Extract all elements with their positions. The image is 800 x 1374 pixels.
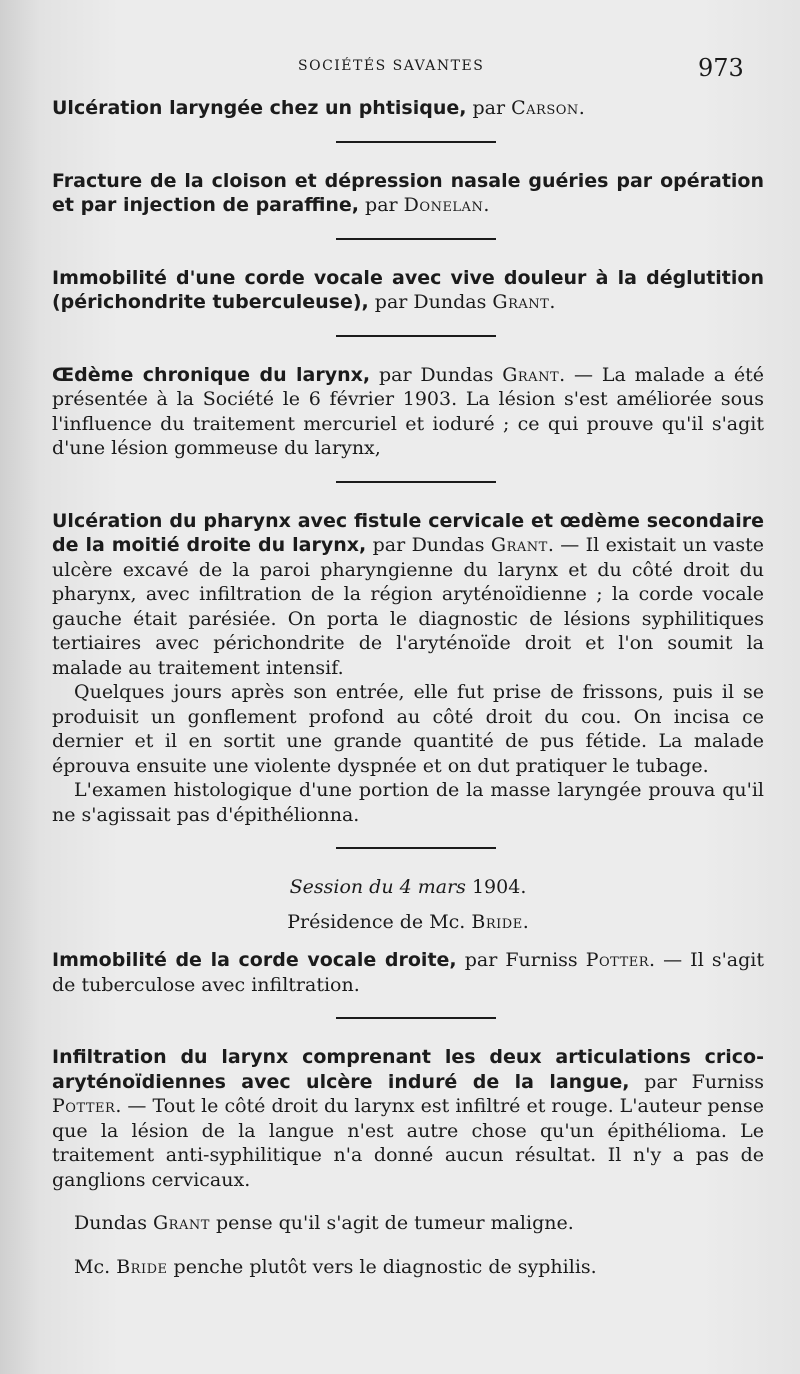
entry-text: . — La malade a été présentée à la Société le 6 février 1903. La lésion s'est améliorée sous l'influence du traitement mercuriel et ioduré ; ce qui prouve qu'il s'agit d'une lésion gommeuse du larynx,: [52, 363, 764, 459]
entry-text: .: [549, 291, 556, 313]
entry-author: Donelan: [403, 194, 484, 216]
closing-name: Grant: [153, 1212, 210, 1234]
closing-name-prefix: Dundas: [74, 1212, 153, 1234]
page-header: [0, 50, 800, 90]
presidency-line: [52, 910, 764, 935]
running-title: SOCIÉTÉS SAVANTES: [298, 58, 485, 74]
closing-line: [52, 1211, 764, 1236]
entry-by: par Furniss: [456, 949, 586, 971]
page-number: 973: [698, 54, 744, 82]
presidency-prefix: Présidence de Mc.: [287, 910, 472, 933]
paragraph: Quelques jours après son entrée, elle fut prise de frissons, puis il se produisit un gonflement profond au côté droit du cou. On incisa ce dernier et il en sortit une grande quantité de pus fétide. La malade éprouva ensuite une violente dyspnée et on dut pratiquer le tubage.: [52, 681, 764, 777]
closing-name-prefix: Mc.: [74, 1255, 117, 1278]
entry-donelan: [52, 169, 764, 218]
entry-author: Potter: [585, 949, 650, 971]
entry-by: par: [359, 194, 404, 216]
closing-name: Bride: [116, 1255, 168, 1278]
session-label: Session du 4 mars: [289, 876, 466, 898]
entry-corde-droite: [52, 948, 764, 997]
presidency-after: .: [522, 910, 529, 933]
entry-author: Carson: [511, 97, 579, 119]
entry-title: Infiltration du larynx comprenant les deux articulations crico-aryténoïdiennes avec ulcère induré de la langue,: [52, 1046, 764, 1093]
entry-text: .: [483, 194, 490, 216]
section-divider: [336, 1017, 496, 1019]
entry-by: par Dundas: [366, 534, 491, 556]
entry-by: par Dundas: [368, 291, 493, 313]
session-year: 1904.: [471, 876, 527, 898]
closing-text: pense qu'il s'agit de tumeur maligne.: [209, 1212, 574, 1234]
entry-text: . — Tout le côté droit du larynx est infiltré et rouge. L'auteur pense que la lésion de la langue n'est autre chose qu'un épithélioma. Le traitement anti-syphilitique n'a donné aucun résultat. Il n'y a pas de ganglions cervicaux.: [52, 1095, 764, 1191]
entry-immobilite-corde: [52, 266, 764, 315]
paragraph: L'examen histologique d'une portion de la masse laryngée prouva qu'il ne s'agissait pas d'épithélionna.: [52, 779, 764, 826]
entry-text: .: [578, 97, 585, 119]
closing-remarks: [52, 1211, 764, 1279]
entry-ulceration-pharynx: [52, 509, 764, 828]
section-divider: [336, 238, 496, 240]
entry-text: . — Il existait un vaste ulcère excavé de la paroi pharyngienne du larynx et du côté droit du pharynx, avec infiltration de la région aryténoïdienne ; la corde vocale gauche était parésiée. On porta le diagnostic de lésions syphilitiques tertiaires avec périchondrite de l'aryténoïde droit et l'on soumit la malade au traitement intensif.: [52, 534, 765, 679]
entry-author: Grant: [492, 291, 550, 313]
entry-by: par Dundas: [370, 363, 503, 386]
entry-title: Immobilité de la corde vocale droite,: [52, 949, 457, 971]
entry-title: Immobilité d'une corde vocale avec vive douleur à la déglutition (périchondrite tuberculeuse),: [52, 266, 764, 313]
entry-by: par: [466, 97, 512, 119]
section-divider: [336, 481, 496, 483]
entry-infiltration-larynx: [52, 1045, 764, 1192]
section-divider: [336, 335, 496, 337]
entry-carson: [52, 96, 764, 121]
entry-author: Grant: [502, 363, 560, 386]
section-divider: [336, 847, 496, 849]
entry-text: . — Il s'agit de tuberculose avec infiltration.: [52, 949, 765, 996]
entry-title: Ulcération laryngée chez un phtisique,: [52, 97, 467, 119]
entry-author: Potter: [52, 1095, 116, 1117]
entry-title: Ulcération du pharynx avec fistule cervicale et œdème secondaire de la moitié droite du larynx,: [52, 509, 764, 556]
entry-by: par Furniss: [629, 1070, 764, 1093]
closing-text: penche plutôt vers le diagnostic de syphilis.: [167, 1255, 597, 1278]
entry-title: Œdème chronique du larynx,: [52, 363, 371, 386]
entry-author: Grant: [490, 534, 548, 556]
body-text: [52, 96, 764, 1298]
presidency-name: Bride: [471, 910, 523, 933]
closing-line: [52, 1255, 764, 1280]
session-heading: [52, 875, 764, 900]
entry-title: Fracture de la cloison et dépression nasale guéries par opération et par injection de paraffine,: [52, 169, 764, 216]
section-divider: [336, 141, 496, 143]
entry-oedeme: [52, 363, 764, 461]
